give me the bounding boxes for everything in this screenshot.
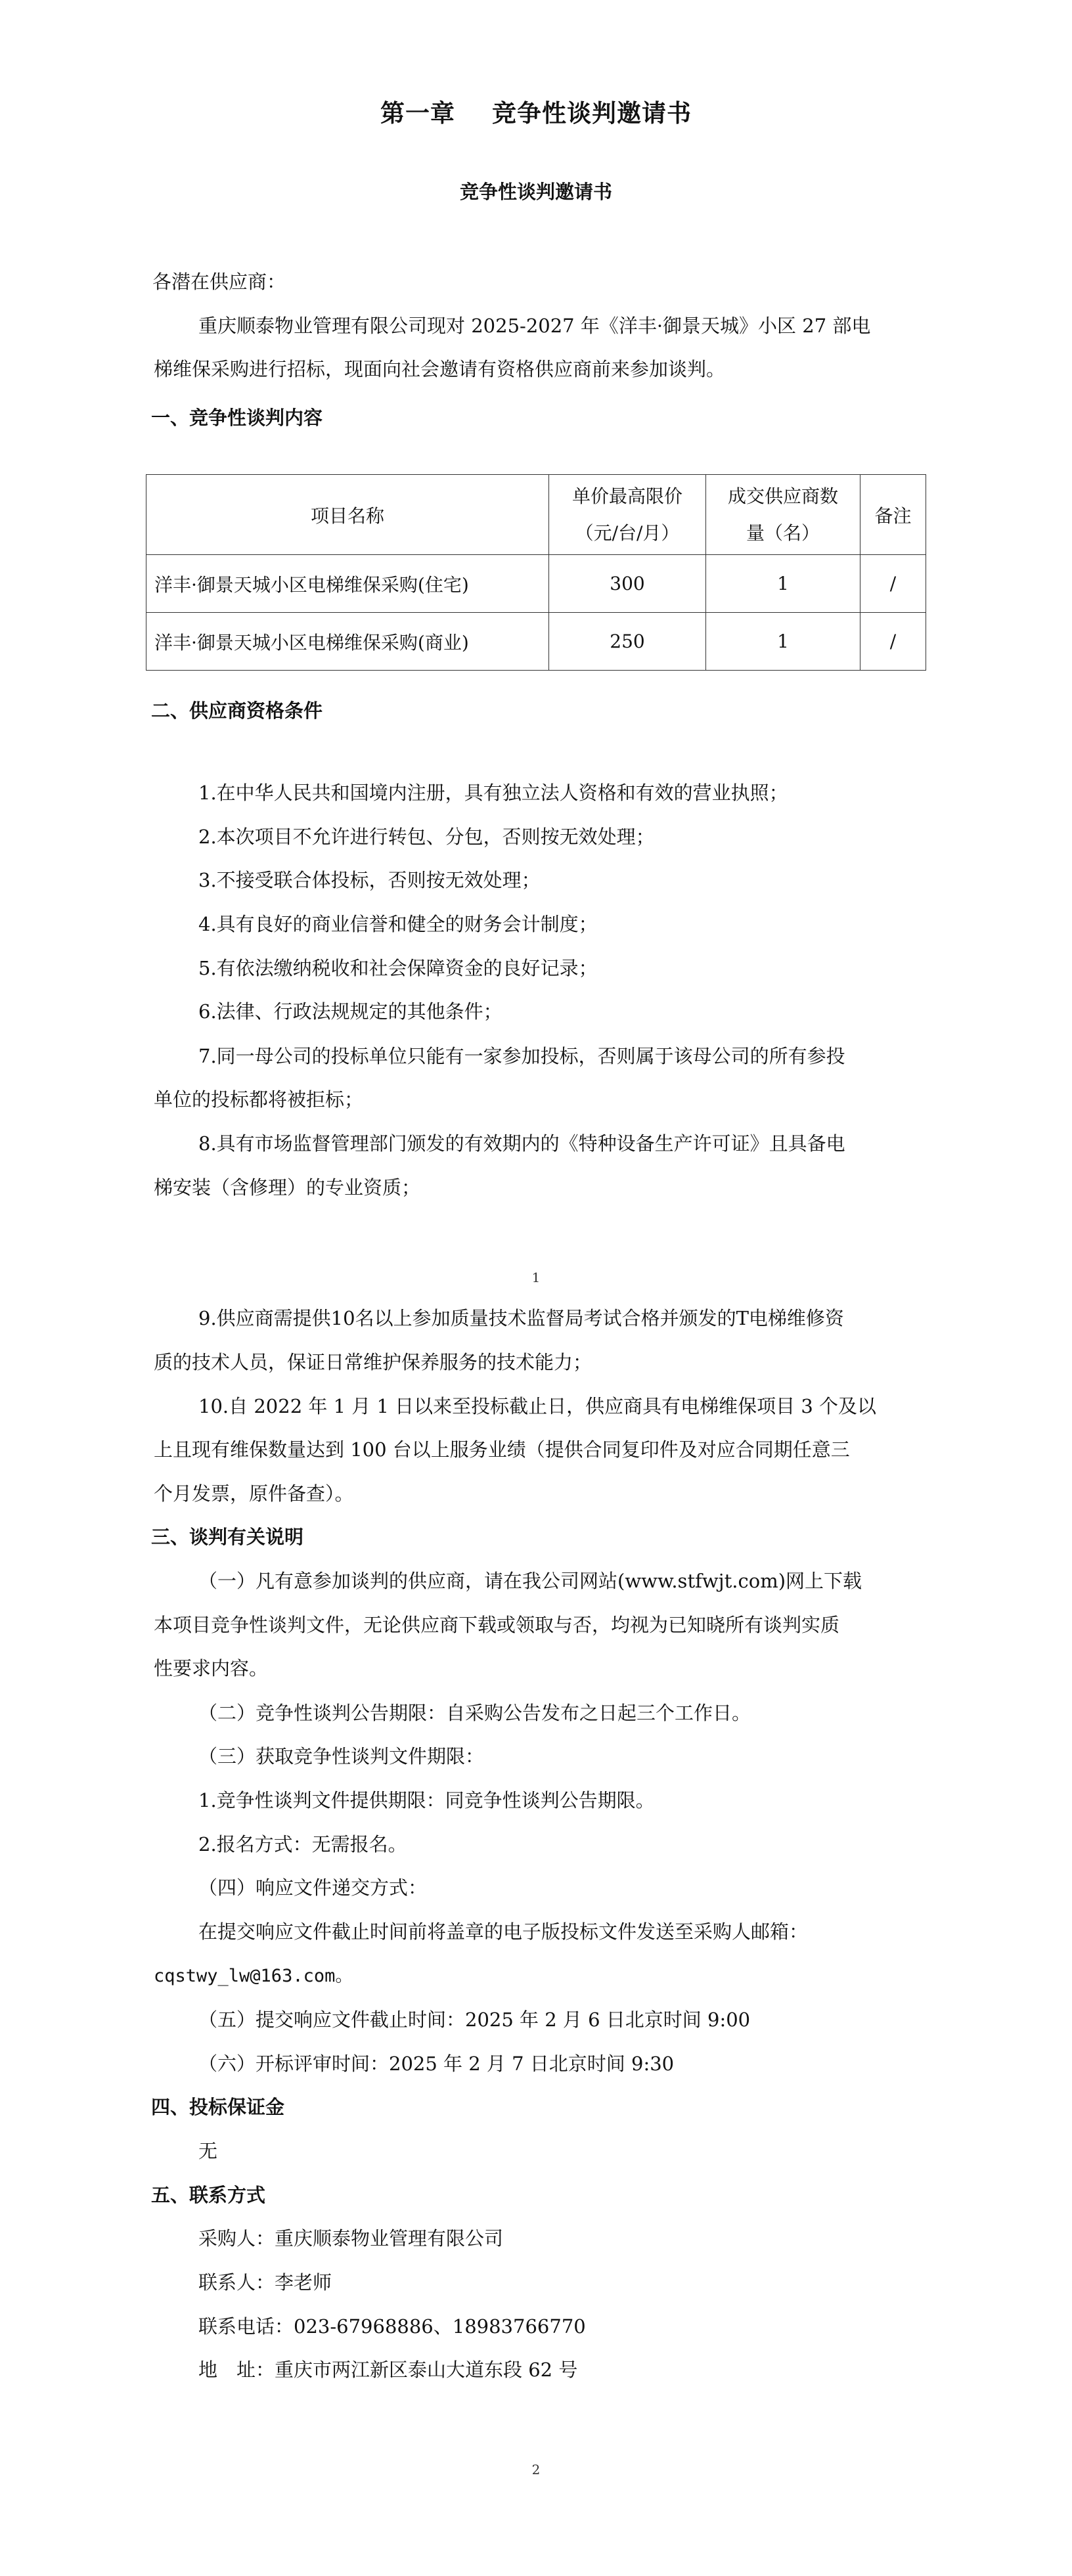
row-supplier-count: 1 xyxy=(706,613,860,671)
page-number: 2 xyxy=(531,2462,541,2477)
table-row xyxy=(146,555,926,613)
chapter-number: 第一章 xyxy=(380,99,455,127)
section-5-heading: 五、联系方式 xyxy=(151,2184,266,2206)
qualification-item: 2.本次项目不允许进行转包、分包，否则按无效处理； xyxy=(198,826,655,848)
qualification-item: 7.同一母公司的投标单位只能有一家参加投标，否则属于该母公司的所有参投 xyxy=(198,1045,845,1067)
row-remark: / xyxy=(860,613,926,671)
section-3-heading: 三、谈判有关说明 xyxy=(151,1526,304,1548)
qualification-item: 3.不接受联合体投标，否则按无效处理； xyxy=(198,869,541,891)
negotiation-note-4a: 在提交响应文件截止时间前将盖章的电子版投标文件发送至采购人邮箱： xyxy=(198,1921,809,1943)
row-max-price: 300 xyxy=(549,555,706,613)
contact-phone: 联系电话：023-67968886、18983766770 xyxy=(198,2315,586,2338)
section-4-heading: 四、投标保证金 xyxy=(151,2096,285,2118)
row-project-name: 洋丰·御景天城小区电梯维保采购(住宅) xyxy=(146,555,549,613)
header-max-price-line-1: 单价最高限价 xyxy=(571,485,682,507)
qualification-item: 5.有依法缴纳税收和社会保障资金的良好记录； xyxy=(198,957,598,979)
invitation-subtitle: 竞争性谈判邀请书 xyxy=(459,181,612,203)
section-1-heading: 一、竞争性谈判内容 xyxy=(151,407,323,429)
header-project-name: 项目名称 xyxy=(146,475,549,555)
row-project-name: 洋丰·御景天城小区电梯维保采购(商业) xyxy=(146,613,549,671)
negotiation-note-3b: 2.报名方式：无需报名。 xyxy=(198,1833,407,1855)
page-number: 1 xyxy=(531,1270,541,1285)
negotiation-note-1-line-3: 性要求内容。 xyxy=(154,1657,269,1679)
header-remark: 备注 xyxy=(860,475,926,555)
qualification-item: 6.法律、行政法规规定的其他条件； xyxy=(198,1000,502,1023)
negotiation-note-1-line-2: 本项目竞争性谈判文件，无论供应商下载或领取与否，均视为已知晓所有谈判实质 xyxy=(154,1614,840,1636)
qualification-item: 9.供应商需提供10名以上参加质量技术监督局考试合格并颁发的T电梯维修资 xyxy=(198,1307,844,1329)
qualification-item-continued: 个月发票，原件备查）。 xyxy=(154,1482,354,1505)
qualification-item: 8.具有市场监督管理部门颁发的有效期内的《特种设备生产许可证》且具备电 xyxy=(198,1132,845,1155)
qualification-item-continued: 梯安装（含修理）的专业资质； xyxy=(154,1176,421,1199)
contact-person: 联系人：李老师 xyxy=(198,2271,332,2294)
intro-line-2: 梯维保采购进行招标，现面向社会邀请有资格供应商前来参加谈判。 xyxy=(154,358,726,380)
opening-time: （六）开标评审时间：2025 年 2 月 7 日北京时间 9:30 xyxy=(198,2053,675,2075)
intro-line-1: 重庆顺泰物业管理有限公司现对 2025-2027 年《洋丰·御景天城》小区 27 部电 xyxy=(198,315,871,337)
negotiation-note-3a: 1.竞争性谈判文件提供期限：同竞争性谈判公告期限。 xyxy=(198,1789,655,1811)
qualification-item-continued: 单位的投标都将被拒标； xyxy=(154,1088,364,1111)
header-supplier-count-line-2: 量（名） xyxy=(746,522,820,544)
negotiation-note-1-line-1: （一）凡有意参加谈判的供应商，请在我公司网站(www.stfwjt.com)网上下载 xyxy=(198,1570,862,1592)
negotiation-note-2: （二）竞争性谈判公告期限：自采购公告发布之日起三个工作日。 xyxy=(198,1702,751,1724)
row-remark: / xyxy=(860,555,926,613)
section-2-heading: 二、供应商资格条件 xyxy=(151,700,323,722)
row-max-price: 250 xyxy=(549,613,706,671)
qualification-item: 4.具有良好的商业信誉和健全的财务会计制度； xyxy=(198,913,598,935)
submission-deadline: （五）提交响应文件截止时间：2025 年 2 月 6 日北京时间 9:00 xyxy=(198,2009,751,2031)
negotiation-note-3: （三）获取竞争性谈判文件期限： xyxy=(198,1745,485,1767)
table-header-row xyxy=(146,475,926,555)
chapter-title xyxy=(0,93,1072,129)
salutation: 各潜在供应商： xyxy=(152,271,286,293)
row-supplier-count: 1 xyxy=(706,555,860,613)
header-max-price xyxy=(549,475,706,555)
header-max-price-line-2: （元/台/月） xyxy=(575,522,680,544)
negotiation-note-4: （四）响应文件递交方式： xyxy=(198,1876,428,1899)
contact-address: 地 址：重庆市两江新区泰山大道东段 62 号 xyxy=(198,2359,578,2381)
bid-bond-text: 无 xyxy=(198,2140,218,2162)
contact-buyer: 采购人：重庆顺泰物业管理有限公司 xyxy=(198,2227,504,2250)
header-supplier-count xyxy=(706,475,860,555)
qualification-item: 10.自 2022 年 1 月 1 日以来至投标截止日，供应商具有电梯维保项目 3 个及以 xyxy=(198,1395,877,1417)
qualification-item: 1.在中华人民共和国境内注册，具有独立法人资格和有效的营业执照； xyxy=(198,782,788,804)
bid-content-table xyxy=(146,474,926,671)
buyer-email: cqstwy_lw@163.com。 xyxy=(154,1966,353,1986)
qualification-item-continued: 上且现有维保数量达到 100 台以上服务业绩（提供合同复印件及对应合同期任意三 xyxy=(154,1438,850,1461)
table-row xyxy=(146,613,926,671)
qualification-item-continued: 质的技术人员，保证日常维护保养服务的技术能力； xyxy=(154,1351,592,1373)
chapter-name: 竞争性谈判邀请书 xyxy=(492,99,692,127)
header-supplier-count-line-1: 成交供应商数 xyxy=(727,485,838,507)
